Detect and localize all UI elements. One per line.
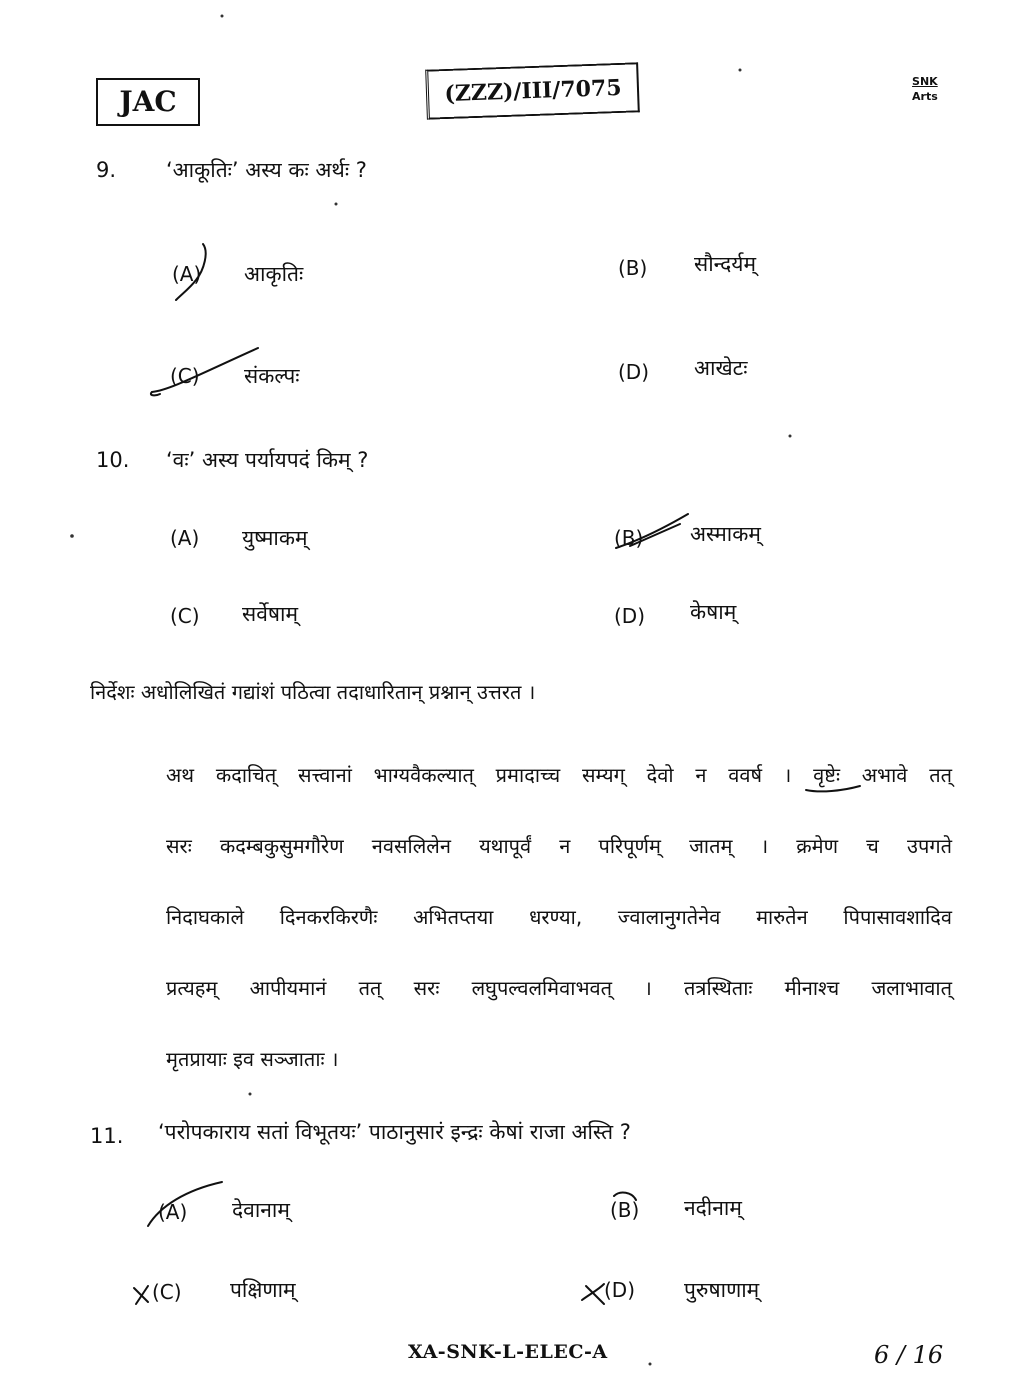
q11-option-d-text: पुरुषाणाम्: [684, 1278, 760, 1302]
q10-option-b-label[interactable]: (B): [614, 526, 644, 550]
pen-strike-mark: [152, 348, 258, 392]
passage: [166, 740, 952, 1095]
board-label: JAC: [96, 78, 200, 126]
q11-option-a-text: देवानाम्: [232, 1198, 290, 1222]
q11-option-b-text: नदीनाम्: [684, 1196, 742, 1220]
q9-option-c-label[interactable]: (C): [170, 364, 200, 388]
q9-option-a-label[interactable]: (A): [172, 262, 202, 286]
q10-option-d-label[interactable]: (D): [614, 604, 646, 628]
q11-option-c-label[interactable]: (C): [152, 1280, 182, 1304]
q10-option-a-label[interactable]: (A): [170, 526, 200, 550]
q11-option-c-text: पक्षिणाम्: [230, 1278, 296, 1302]
q9-option-d-text: आखेटः: [694, 356, 748, 380]
q11-option-a-label[interactable]: (A): [158, 1200, 188, 1224]
speck: [70, 534, 74, 538]
speck: [649, 1363, 652, 1366]
question-10-text: ‘वः’ अस्य पर्यायपदं किम् ?: [166, 448, 369, 472]
passage-line: प्रत्यहम् आपीयमानं तत् सरः लघुपल्वलमिवाभवत् । तत्रस्थिताः मीनाश्च जलाभावात्: [166, 976, 952, 1000]
pen-cross-mark: [136, 1286, 148, 1304]
stamp-line-2: Arts: [912, 90, 938, 103]
passage-line: मृतप्रायाः इव सञ्जाताः ।: [166, 1047, 339, 1071]
q9-option-c-text: संकल्पः: [244, 364, 300, 388]
footer-code: XA-SNK-L-ELEC-A: [408, 1341, 608, 1363]
pen-strike-mark: [151, 392, 160, 395]
q10-option-b-text: अस्माकम्: [690, 522, 761, 546]
pen-cross-mark: [586, 1286, 604, 1304]
q10-option-c-label[interactable]: (C): [170, 604, 200, 628]
speck: [789, 435, 792, 438]
q11-option-d-label[interactable]: (D): [604, 1278, 636, 1302]
question-10-number: 10.: [96, 448, 130, 472]
q10-option-a-text: युष्माकम्: [242, 526, 308, 550]
question-11-text: ‘परोपकाराय सतां विभूतयः’ पाठानुसारं इन्द्रः केषां राजा अस्ति ?: [158, 1120, 631, 1144]
question-9-number: 9.: [96, 158, 117, 182]
q11-option-b-label[interactable]: (B): [610, 1198, 640, 1222]
speck: [739, 69, 742, 72]
q10-option-d-text: केषाम्: [690, 600, 737, 624]
page-number: 6 / 16: [874, 1341, 944, 1369]
pen-cross-mark: [134, 1288, 148, 1302]
passage-line: अथ कदाचित् सत्त्वानां भाग्यवैकल्यात् प्रमादाच्च सम्यग् देवो न ववर्ष । वृष्टेः अभावे तत्: [166, 763, 952, 787]
q9-option-b-label[interactable]: (B): [618, 256, 648, 280]
stamp-line-1: SNK: [912, 75, 938, 88]
speck: [335, 203, 338, 206]
stamp: [912, 74, 938, 104]
passage-line: सरः कदम्बकुसुमगौरेण नवसलिलेन यथापूर्वं न परिपूर्णम् जातम् । क्रमेण च उपगते: [166, 834, 952, 858]
q10-option-c-text: सर्वेषाम्: [242, 602, 299, 626]
q9-option-d-label[interactable]: (D): [618, 360, 650, 384]
question-9-text: ‘आकूतिः’ अस्य कः अर्थः ?: [166, 158, 367, 182]
speck: [221, 15, 224, 18]
q9-option-a-text: आकृतिः: [244, 262, 304, 286]
pen-cross-mark: [582, 1284, 604, 1300]
paper-code: (ZZZ)/III/7075: [425, 62, 640, 119]
question-11-number: 11.: [90, 1124, 124, 1148]
q9-option-b-text: सौन्दर्यम्: [694, 252, 757, 276]
instruction: निर्देशः अधोलिखितं गद्यांशं पठित्वा तदाधारितान् प्रश्नान् उत्तरत ।: [90, 680, 536, 704]
passage-line: निदाघकाले दिनकरकिरणैः अभितप्तया धरण्या, ज्वालानुगतेनेव मारुतेन पिपासावशादिव: [166, 905, 952, 929]
